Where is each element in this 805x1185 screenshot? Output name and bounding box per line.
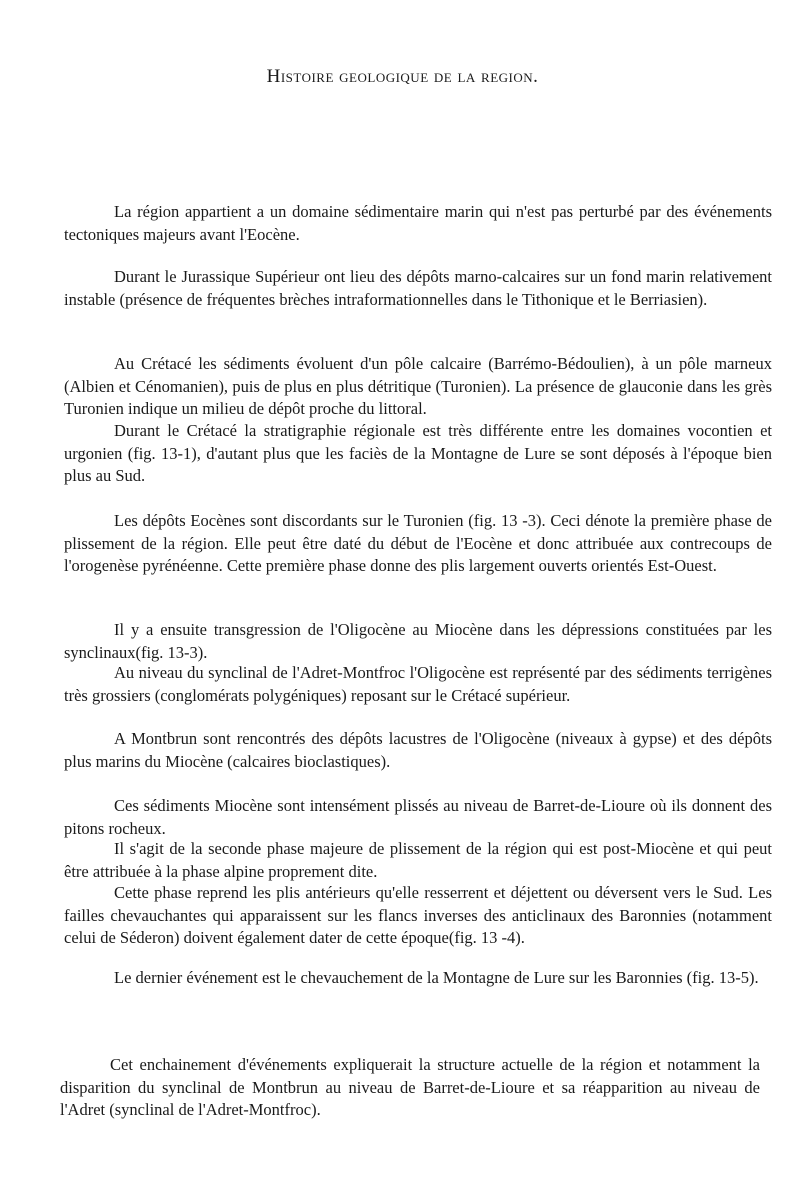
paragraph-12: Le dernier événement est le chevauchement de la Montagne de Lure sur les Baronnies (fig. 13-5). bbox=[114, 968, 759, 987]
paragraph-10: Il s'agit de la seconde phase majeure de plissement de la région qui est post-Miocène et qui peut être attribuée à la phase alpine proprement dite. bbox=[64, 839, 772, 881]
paragraph-8: A Montbrun sont rencontrés des dépôts lacustres de l'Oligocène (niveaux à gypse) et des dépôts plus marins du Miocène (calcaires bioclastiques). bbox=[64, 729, 772, 771]
paragraph-3: Au Crétacé les sédiments évoluent d'un pôle calcaire (Barrémo-Bédoulien), à un pôle marneux (Albien et Cénomanien), puis de plus en plus détritique (Turonien). La présence de glauconie dans les grès Turonien indique un milieu de dépôt proche du littoral. bbox=[64, 354, 772, 418]
paragraph-13: Cet enchainement d'événements expliquerait la structure actuelle de la région et notamment la disparition du synclinal de Montbrun au niveau de Barret-de-Lioure et sa réapparition au niveau de l'Adret (synclinal de l'Adret-Montfroc). bbox=[60, 1055, 760, 1119]
paragraph-6: Il y a ensuite transgression de l'Oligocène au Miocène dans les dépressions constituées par les synclinaux(fig. 13-3). bbox=[64, 620, 772, 662]
paragraph-2: Durant le Jurassique Supérieur ont lieu des dépôts marno-calcaires sur un fond marin relativement instable (présence de fréquentes brèches intraformationnelles dans le Tithonique et le Berriasien). bbox=[64, 267, 772, 309]
paragraph-11: Cette phase reprend les plis antérieurs qu'elle resserrent et déjettent ou déversent vers le Sud. Les failles chevauchantes qui apparaissent sur les flancs inverses des anticlinaux des Baronnies (notamment celui de Séderon) doivent également dater de cette époque(fig. 13 -4). bbox=[64, 883, 772, 947]
paragraph-7: Au niveau du synclinal de l'Adret-Montfroc l'Oligocène est représenté par des sédiments terrigènes très grossiers (conglomérats polygéniques) reposant sur le Crétacé supérieur. bbox=[64, 663, 772, 705]
page-title: Histoire geologique de la region. bbox=[266, 66, 539, 87]
paragraph-1: La région appartient a un domaine sédimentaire marin qui n'est pas perturbé par des événements tectoniques majeurs avant l'Eocène. bbox=[64, 202, 772, 244]
paragraph-9: Ces sédiments Miocène sont intensément plissés au niveau de Barret-de-Lioure où ils donnent des pitons rocheux. bbox=[64, 796, 772, 838]
paragraph-5: Les dépôts Eocènes sont discordants sur le Turonien (fig. 13 -3). Ceci dénote la première phase de plissement de la région. Elle peut être daté du début de l'Eocène et donc attribuée aux contrecoups de l'orogenèse pyrénéenne. Cette première phase donne des plis largement ouverts orientés Est-Ouest. bbox=[64, 511, 772, 575]
paragraph-4: Durant le Crétacé la stratigraphie régionale est très différente entre les domaines vocontien et urgonien (fig. 13-1), d'autant plus que les faciès de la Montagne de Lure se sont déposés à l'époque bien plus au Sud. bbox=[64, 421, 772, 485]
